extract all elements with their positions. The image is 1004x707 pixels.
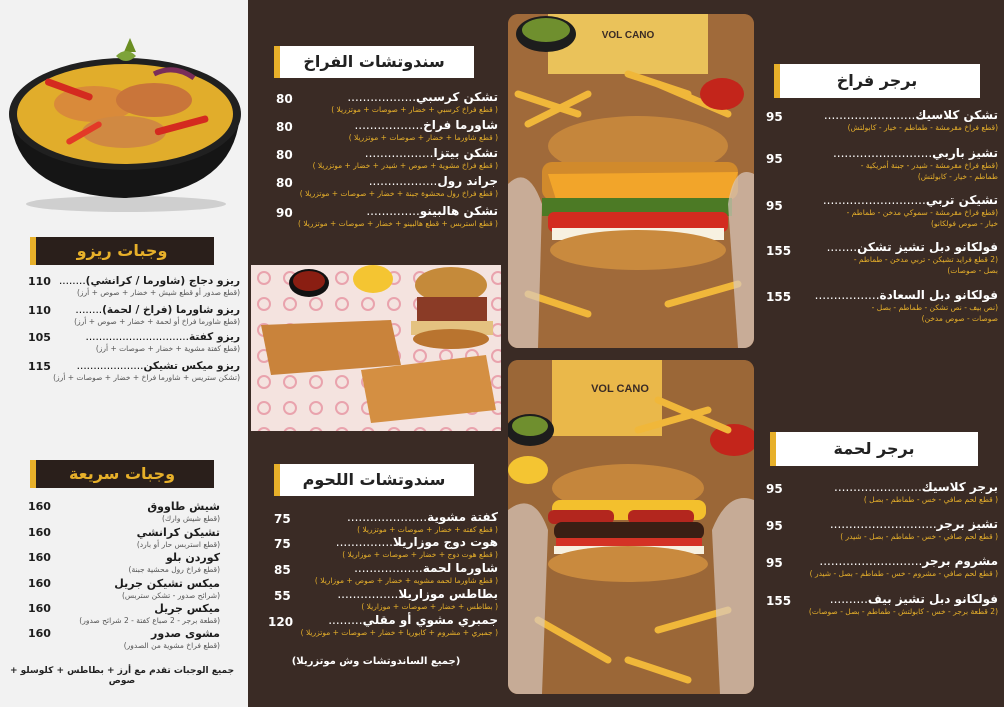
item-name: بطاطس موزاريلا [398, 587, 498, 601]
list-item [268, 204, 498, 229]
chicken-sandwich-title: سندوتشات الفراخ [274, 46, 474, 78]
sandwich-photo [251, 265, 501, 431]
item-price: 95 [766, 199, 783, 213]
middle-panel [248, 0, 504, 707]
list-item [766, 480, 998, 505]
item-dots: ........................ [823, 108, 916, 122]
item-price: 80 [276, 92, 293, 106]
item-dots: ........ [58, 275, 86, 287]
item-price: 120 [268, 615, 294, 629]
list-item [766, 193, 998, 229]
list-item [766, 240, 998, 276]
item-price: 90 [276, 206, 293, 220]
item-desc: ( قطع لحم صافي - خس - طماطم - بصل ) [863, 495, 998, 504]
list-item [268, 535, 498, 560]
item-price: 75 [274, 537, 291, 551]
item-price: 155 [766, 244, 792, 258]
item-desc: (شرائح صدور - تشكن ستربس) [121, 591, 220, 600]
item-price: 160 [28, 500, 51, 513]
meat-note: (جميع الساندوتشات وش موتزريلا) [291, 656, 461, 667]
box-brand-text: VOL CANO [591, 383, 649, 395]
list-item [6, 304, 240, 327]
item-name: تشيكن كرانشي [136, 526, 220, 539]
list-item [268, 587, 498, 612]
list-item [268, 561, 498, 586]
item-dots: .................. [364, 146, 434, 160]
item-name: تشيز برجر [936, 517, 998, 531]
item-desc: ( قطع لحم صافي - خس - طماطم - بصل - شيدر ) [840, 532, 998, 541]
list-item [268, 613, 498, 638]
item-price: 160 [28, 577, 51, 590]
item-price: 110 [28, 304, 51, 317]
item-desc: ( قطع لحم صافي - مشروم - خس - طماطم - بصل - شيدر ) [809, 569, 998, 578]
item-dots: ........................... [822, 193, 926, 207]
item-desc: (قطع كفتة مشوية + خضار + صوصات + أرز) [95, 344, 240, 353]
item-price: 55 [274, 589, 291, 603]
item-dots: .................. [368, 174, 438, 188]
item-price: 95 [766, 152, 783, 166]
item-price: 160 [28, 551, 51, 564]
list-item [20, 500, 220, 524]
item-price: 95 [766, 482, 783, 496]
item-desc: (قطع فراخ مقرمشة - سموكي مدخن - طماطم - [846, 208, 998, 217]
fast-note: جميع الوجبات تقدم مع أرز + بطاطس + كلوسلو + صوص [9, 666, 235, 686]
item-name: تشيكن تربي [925, 193, 998, 207]
item-name: تشكن كلاسيك [915, 108, 998, 122]
beef-burger-title: برجر لحمة [770, 432, 978, 466]
list-item [20, 602, 220, 626]
item-desc: (قطع استربس حار أو بارد) [136, 540, 220, 549]
beef-burger-photo [508, 360, 754, 694]
item-dots: ..................... [346, 510, 428, 524]
item-dots: .................. [347, 90, 417, 104]
right-panel [504, 0, 1004, 707]
item-dots: ............................... [85, 331, 189, 343]
item-desc: ( قطع شاورما + خضار + صوصات + موتزريلا ) [348, 133, 498, 142]
item-desc: (قطعة برجر - 2 صباع كفتة - 2 شرائح صدور) [79, 616, 220, 625]
list-item [268, 90, 498, 115]
item-desc: (قطع شيش وارك) [162, 514, 220, 523]
item-price: 160 [28, 526, 51, 539]
item-name: تشكن بيتزا [433, 146, 498, 160]
list-item [20, 577, 220, 601]
item-dots: .................. [354, 561, 423, 575]
item-desc: ( قطع هوت دوج + خضار + صوصات + موزاريلا ) [342, 550, 498, 559]
item-price: 155 [766, 594, 792, 608]
item-desc: ( قطع استربس + قطع هالبينو + خضار + صوصات + موتزريلا ) [298, 219, 498, 228]
item-dots: .................. [354, 118, 424, 132]
item-price: 105 [28, 331, 51, 344]
item-desc: ( قطع فراخ مشوية + صوص + شيدر + خضار + موتزريلا ) [312, 161, 498, 170]
list-item [766, 108, 998, 133]
item-price: 80 [276, 120, 293, 134]
list-item [766, 592, 998, 617]
item-name: كوردن بلو [165, 551, 220, 564]
box-brand-text: VOL CANO [601, 30, 655, 41]
item-name: هوت دوج موزاريلا [392, 535, 498, 549]
list-item [766, 288, 998, 324]
item-price: 80 [276, 176, 293, 190]
item-name: مشوى صدور [151, 627, 220, 640]
item-name: جمبري مشوي أو مقلي [362, 613, 498, 627]
item-name: شاورما لحمة [422, 561, 498, 575]
item-name: ميكس تشيكن جريل [114, 577, 220, 590]
rice-bowl-photo [4, 34, 244, 212]
item-price: 115 [28, 360, 51, 373]
item-price: 80 [276, 148, 293, 162]
item-desc: ( قطع فراخ كرسبي + خضار + صوصات + موتزريلا ) [331, 105, 498, 114]
item-dots: ............... [335, 535, 393, 549]
item-desc: (قطع فراخ رول محشية جبنة) [128, 565, 220, 574]
item-desc: طماطم - خيار - كابولتش) [917, 172, 998, 181]
meat-sandwich-title: سندوتشات اللحوم [274, 464, 474, 496]
item-name: تشيز باربي [932, 146, 998, 160]
item-desc: ( قطع فراخ رول محشوة جبنة + خضار + صوصات + موتزريلا ) [299, 189, 498, 198]
chicken-burger-title: برجر فراخ [774, 64, 980, 98]
item-desc: (قطع فراخ مقرمشة - شيدر - جبنة أمريكية - [860, 161, 998, 170]
item-desc: (قطع فراخ مشوية من الصدور) [123, 641, 220, 650]
item-dots: ......... [328, 613, 363, 627]
left-panel [0, 0, 248, 707]
item-desc: خيار - صوص فولكانو) [930, 219, 998, 228]
item-desc: صوصات - صوص مدخن) [921, 314, 998, 323]
item-dots: ............................ [829, 517, 937, 531]
list-item [6, 275, 240, 298]
item-desc: ( قطع كفته + خضار + صوصات + موتزريلا ) [357, 525, 498, 534]
item-dots: ....................... [834, 480, 922, 494]
item-name: كفتة مشوية [427, 510, 498, 524]
item-desc: (2 قطعة برجر - خس - كابولتش - طماطم - بصل - صوصات) [808, 607, 998, 616]
item-desc: (نص بيف - نص تشكن - طماطم - بصل - [871, 303, 998, 312]
item-name: ريزو كفتة [188, 331, 240, 343]
list-item [20, 551, 220, 575]
item-name: مشروم برجر [922, 554, 998, 568]
item-desc: ( بطاطس + خضار + صوصات + موزاريلا ) [361, 602, 498, 611]
item-dots: ........ [75, 304, 103, 316]
item-name: فولكانو دبل السعادة [879, 288, 998, 302]
item-price: 95 [766, 519, 783, 533]
item-desc: (قطع صدور أو قطع شيش + خضار + صوص + أرز) [76, 288, 240, 297]
list-item [268, 174, 498, 199]
list-item [20, 627, 220, 651]
list-item [6, 360, 240, 383]
item-name: شاورما فراخ [423, 118, 498, 132]
list-item [268, 510, 498, 535]
item-desc: (2 قطع فرايد تشيكن - تربي مدخن - طماطم - [853, 255, 998, 264]
item-desc: (قطع فراخ مقرمشة - طماطم - خيار - كابولتش) [847, 123, 998, 132]
list-item [268, 118, 498, 143]
list-item [766, 554, 998, 579]
item-price: 160 [28, 602, 51, 615]
item-name: ميكس جريل [154, 602, 220, 615]
item-dots: ................ [337, 587, 399, 601]
item-name: ريزو ميكس تشيكن [143, 360, 240, 372]
item-name: ريزو دجاج (شاورما / كرانشي) [85, 275, 240, 287]
item-price: 75 [274, 512, 291, 526]
item-name: تشكن كرسبي [416, 90, 498, 104]
item-desc: ( جمبري + مشروم + كابوريا + خضار + صوصات + موتزريلا ) [300, 628, 498, 637]
item-name: ريزو شاورما (فراخ / لحمة) [102, 304, 240, 316]
item-desc: (قطع شاورما فراخ أو لحمة + خضار + صوص + أرز) [74, 317, 240, 326]
item-price: 95 [766, 556, 783, 570]
item-price: 155 [766, 290, 792, 304]
item-dots: .......... [829, 592, 868, 606]
item-dots: ........................... [819, 554, 923, 568]
item-price: 160 [28, 627, 51, 640]
item-name: شيش طاووق [147, 500, 220, 513]
riso-section-title: وجبات ريزو [30, 237, 214, 265]
item-name: جراند رول [437, 174, 498, 188]
item-price: 110 [28, 275, 51, 288]
item-dots: .......................... [832, 146, 933, 160]
item-dots: ................. [814, 288, 880, 302]
item-name: فولكانو دبل تشيز تشكن [857, 240, 998, 254]
list-item [766, 146, 998, 182]
list-item [268, 146, 498, 171]
item-desc: بصل - صوصات) [947, 266, 998, 275]
item-dots: .............. [366, 204, 420, 218]
item-desc: (تشكن ستريس + شاورما فراخ + خضار + صوصات + أرز) [53, 373, 240, 382]
item-name: برجر كلاسيك [921, 480, 998, 494]
item-price: 95 [766, 110, 783, 124]
list-item [20, 526, 220, 550]
item-desc: ( قطع شاورما لحمه مشويه + خضار + صوص + موزاريلا ) [314, 576, 498, 585]
item-dots: ........ [826, 240, 858, 254]
item-price: 85 [274, 563, 291, 577]
chicken-burger-photo [508, 14, 754, 348]
item-name: تشكن هالبينو [419, 204, 498, 218]
fast-section-title: وجبات سريعة [30, 460, 214, 488]
list-item [6, 331, 240, 354]
item-name: فولكانو دبل تشيز بيف [867, 592, 998, 606]
item-dots: .................... [76, 360, 144, 372]
list-item [766, 517, 998, 542]
